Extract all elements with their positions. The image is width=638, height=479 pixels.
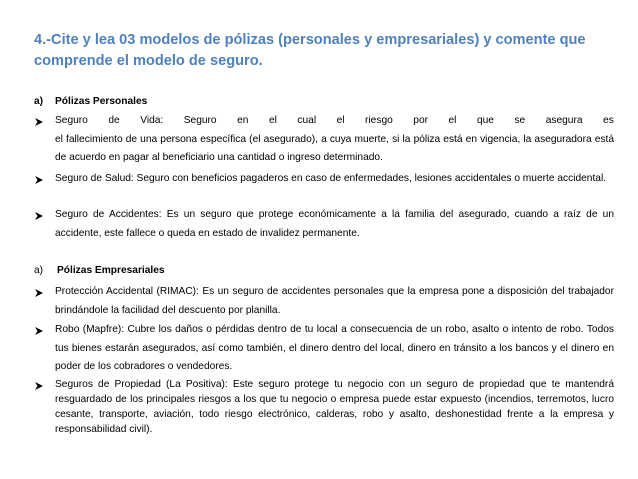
- list-item-proteccion-accidental: Protección Accidental (RIMAC): Es un seguro de accidentes personales que la empresa pone a disposición del trabajador brindándole la facilidad del descuento por planilla.: [55, 286, 614, 316]
- section-title-personales: Pólizas Personales: [55, 96, 148, 107]
- arrow-bullet-icon: [34, 288, 44, 298]
- section-marker-personales: a): [34, 96, 44, 107]
- list-item-seguro-accidentes: Seguro de Accidentes: Es un seguro que protege económicamente a la familia del asegurado, cuando a raíz de un accidente, este fallece o queda en estado de invalidez permanente.: [55, 209, 614, 239]
- justified-first-line: Seguro de Vida: Seguro en el cual el riesgo por el que se asegura es: [55, 115, 614, 126]
- arrow-bullet-icon: [34, 211, 44, 221]
- arrow-bullet-icon: [34, 175, 44, 185]
- question-heading: 4.-Cite y lea 03 modelos de pólizas (personales y empresariales) y comente que comprende el modelo de seguro.: [34, 32, 586, 69]
- section-title-empresariales: Pólizas Empresariales: [57, 265, 165, 276]
- arrow-bullet-icon: [34, 117, 44, 127]
- item-text-continuation: el fallecimiento de una persona específica (el asegurado), a cuya muerte, si la póliza está en vigencia, la aseguradora está de acuerdo en pagar al beneficiario una cantidad o ingreso determinado.: [55, 133, 614, 163]
- arrow-bullet-icon: [34, 326, 44, 336]
- list-item-robo: Robo (Mapfre): Cubre los daños o pérdidas dentro de tu local a consecuencia de un robo, asalto o intento de robo. Todos tus bienes estarán asegurados, así como también, el dinero dentro del local, dinero en tránsito a los bancos y el dinero en poder de los cobradores o vendedores.: [55, 324, 614, 372]
- list-item-seguros-propiedad: Seguros de Propiedad (La Positiva): Este seguro protege tu negocio con un seguro de propiedad que te mantendrá resguardado de los principales riesgos a los que tu negocio o empresa puede estar expuesto (incendios, terremotos, lucro cesante, transporte, aviación, todo riesgo electrónico, calderas, robo y asalto, deshonestidad frente a la empresa y responsabilidad civil).: [55, 379, 614, 435]
- list-item-seguro-vida: [55, 112, 614, 168]
- list-item-seguro-salud: Seguro de Salud: Seguro con beneficios pagaderos en caso de enfermedades, lesiones accidentales o muerte accidental.: [55, 173, 607, 184]
- arrow-bullet-icon: [34, 381, 44, 391]
- section-marker-empresariales: a): [34, 265, 44, 276]
